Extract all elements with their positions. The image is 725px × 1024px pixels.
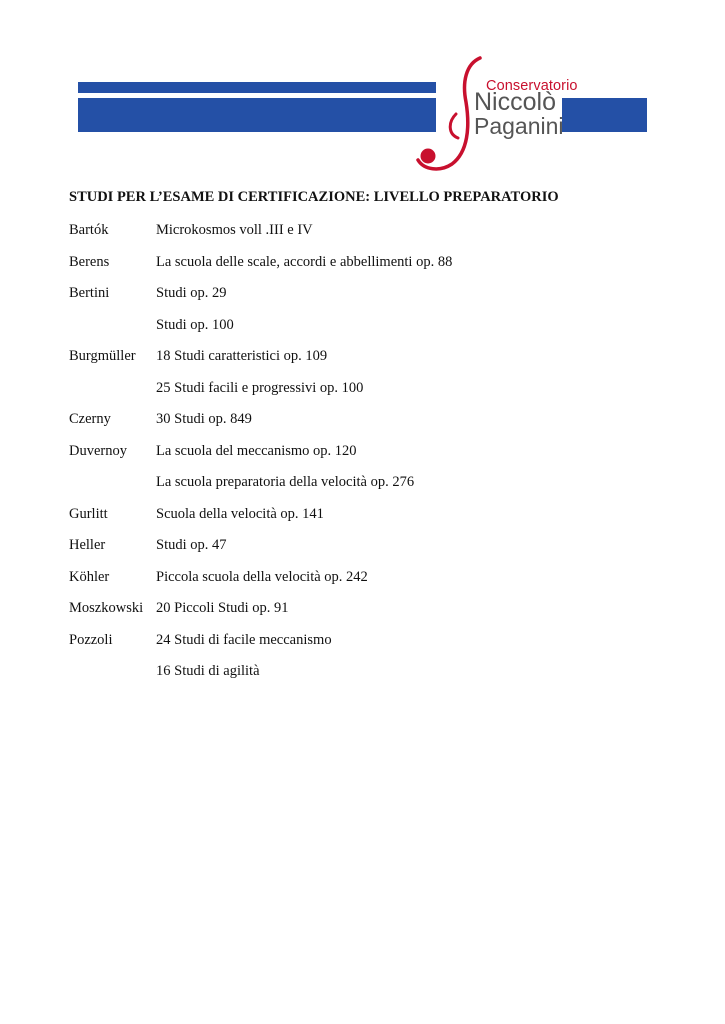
work-title: Studi op. 47: [156, 537, 227, 553]
work-title: Piccola scuola della velocità op. 242: [156, 568, 368, 585]
work-title: 18 Studi caratteristici op. 109: [156, 348, 328, 364]
conservatorio-logo: [404, 52, 604, 177]
work-title: La scuola del meccanismo op. 120: [156, 442, 357, 459]
composer-name: Duvernoy: [69, 442, 127, 459]
logo-text-conservatorio: Conservatorio: [486, 78, 578, 94]
composer-name: Köhler: [69, 568, 110, 585]
work-title: 16 Studi di agilità: [156, 663, 260, 679]
logo-text-paganini: Paganini: [474, 113, 564, 139]
header-band-left: [78, 98, 436, 132]
work-title: Studi op. 29: [156, 285, 227, 301]
work-title: Microkosmos voll .III e IV: [156, 222, 313, 238]
work-title: 25 Studi facili e progressivi op. 100: [156, 379, 364, 396]
composer-name: Heller: [69, 537, 106, 553]
logo-text-niccolo: Niccolò: [474, 88, 556, 116]
work-title: La scuola preparatoria della velocità op. 276: [156, 474, 415, 490]
composer-name: Czerny: [69, 411, 111, 427]
work-title: Scuola della velocità op. 141: [156, 505, 324, 522]
work-title: La scuola delle scale, accordi e abbellimenti op. 88: [156, 253, 453, 270]
composer-name: Moszkowski: [69, 600, 144, 616]
header-band-top: [78, 82, 436, 93]
composer-name: Pozzoli: [69, 631, 113, 648]
composer-name: Burgmüller: [69, 348, 136, 364]
composer-name: Gurlitt: [69, 505, 108, 522]
composer-name: Bartók: [69, 222, 109, 238]
work-title: 30 Studi op. 849: [156, 411, 252, 427]
composer-name: Berens: [69, 253, 110, 270]
composer-name: Bertini: [69, 285, 110, 301]
document-title: STUDI PER L’ESAME DI CERTIFICAZIONE: LIVELLO PREPARATORIO: [69, 189, 559, 205]
work-title: 24 Studi di facile meccanismo: [156, 631, 332, 648]
work-title: Studi op. 100: [156, 316, 234, 333]
work-title: 20 Piccoli Studi op. 91: [156, 600, 289, 616]
